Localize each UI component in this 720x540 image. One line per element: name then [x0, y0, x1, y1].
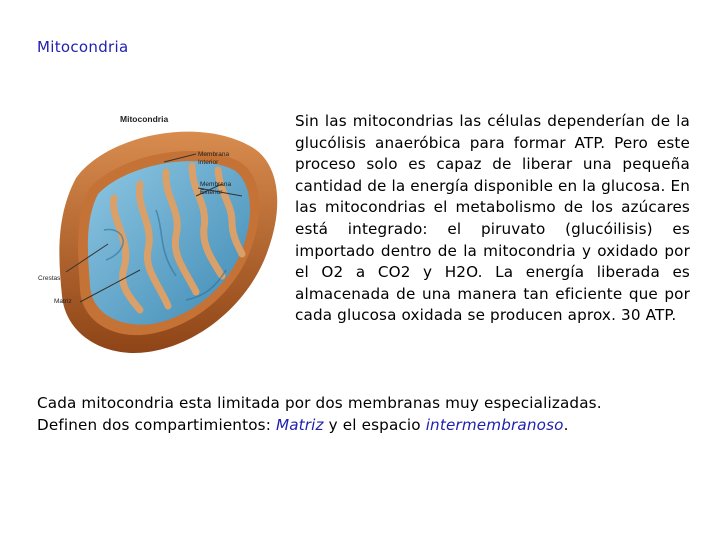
- mitochondrion-diagram: [36, 100, 284, 356]
- outer-membrane-label-1: Membrana: [200, 181, 232, 188]
- inner-membrane-label-2: Interior: [198, 159, 219, 166]
- membranes-line-1: Cada mitocondria esta limitada por dos membranas muy especializadas.: [37, 394, 602, 412]
- matrix-term: Matriz: [275, 415, 324, 434]
- figure-heading-label: Mitocondria: [120, 114, 169, 124]
- page-title: Mitocondria: [37, 38, 129, 56]
- inner-membrane-label-1: Membrana: [198, 151, 230, 158]
- membranes-paragraph: [37, 393, 697, 436]
- outer-membrane-label-2: Exterior: [200, 189, 223, 196]
- matrix-label: Matriz: [54, 298, 72, 305]
- intermembrane-term: intermembranoso: [425, 415, 564, 434]
- intro-paragraph: Sin las mitocondrias las células dependerían de la glucólisis anaeróbica para formar ATP. Pero este proceso solo es capaz de liberar una pequeña cantidad de la energía disponible en la glucosa. En las mitocondrias el metabolismo de los azúcares está integrado: el piruvato (glucóilisis) es importado dentro de la mitocondria y oxidado por el O2 a CO2 y H2O. La energía liberada es almacenada de una manera tan eficiente que por cada glucosa oxidada se producen aprox. 30 ATP.: [295, 112, 690, 325]
- line2-suffix: .: [563, 415, 569, 434]
- membranes-line-2: [37, 415, 697, 437]
- line2-prefix: Definen dos compartimientos:: [37, 415, 276, 434]
- line2-middle: y el espacio: [323, 415, 426, 434]
- cristae-label: Crestas: [38, 275, 61, 282]
